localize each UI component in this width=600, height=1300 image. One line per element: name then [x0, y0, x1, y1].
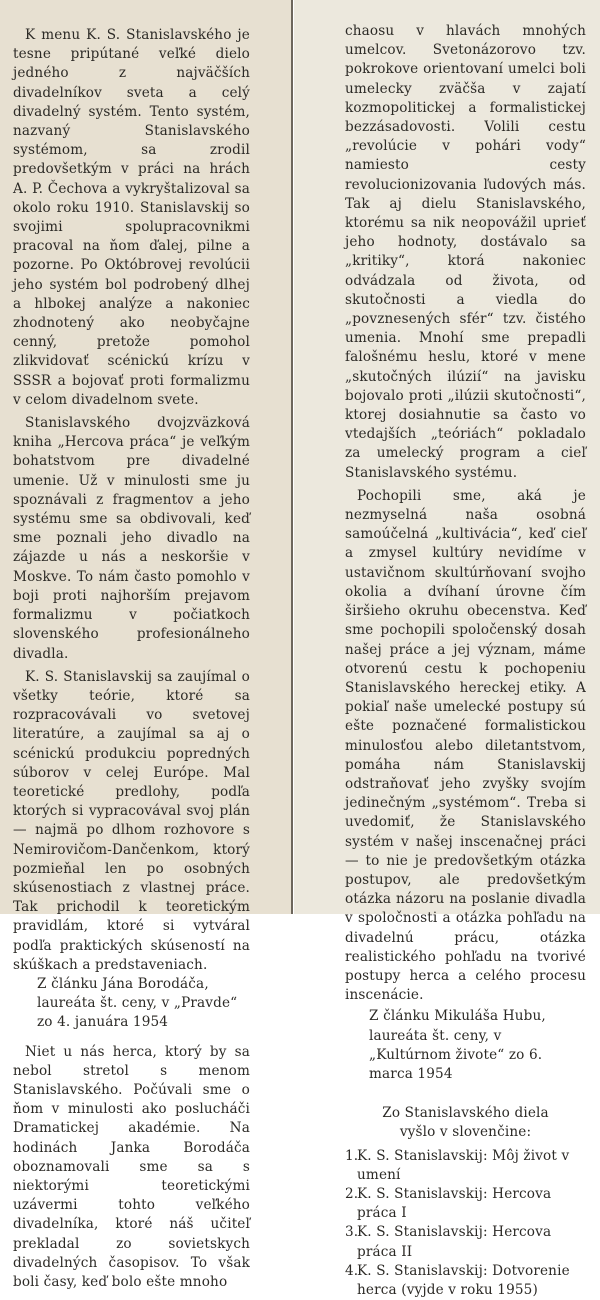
works-list-item-text: K. S. Stanislavskij: Môj život v umení [357, 1147, 570, 1183]
paragraph-intro: K menu K. S. Stanislavského je tesne pripútané veľké dielo jedného z najväčších divadelníkov sveta a celý divadelný systém. Tento systém, nazvaný Stanislavského systémom, sa zrodil predovšetkým v práci na hrách A. P. Čechova a vykryštalizoval sa okolo roku 1910. Stanislavskij so svojimi spolupracovnikmi pracoval na ňom ďalej, pilne a pozorne. Po Októbrovej revolúcii jeho systém bol podrobený dlhej a hlbokej analýze a nakoniec zhodnotený ako neobyčajne cenný, pretože pomohol zlikvidovať scénickú krízu v SSSR a bojovať proti formalizmu v celom divadelnom svete. [13, 27, 250, 408]
works-list-item-number: 4. [345, 1262, 359, 1279]
works-list-item-text: K. S. Stanislavskij: Hercova práca I [357, 1185, 552, 1222]
page-gutter-divider [291, 0, 293, 914]
works-list-item [345, 1262, 586, 1300]
paragraph-pochopili-sme: Pochopili sme, aká je nezmyselná naša osobná samoúčelná „kultivácia“, keď cieľ a zmysel kultúry nevidíme v ustavičnom skultúrňovaní svojho okolia a dvíhaní úrovne čím širšieho okruhu obecenstva. Keď sme pochopili spoločenský dosah našej práce a jej význam, máme otvorenú cestu k pochopeniu Stanislavského hereckej etiky. A pokiaľ naše umelecké postupy sú ešte poznačené formalistickou minulosťou alebo diletantstvom, pomáha nám Stanislavskij odstraňovať jeho zvyšky svojím jedinečným „systémom“. Treba si uvedomiť, že Stanislavského systém v našej inscenačnej práci — to nie je predovšetkým otázka postupov, ale predovšetkým otázka názoru na poslanie divadla v spoločnosti a otázka pohľadu na divadelnú prácu, otázka realistického pohľadu na tvorivé postupy herca a celého procesu inscenácie. [345, 487, 586, 1004]
paragraph-niet-u-nas-herca: Niet u nás herca, ktorý by sa nebol stretol s menom Stanislavského. Počúvali sme o ňom v minulosti ako poslucháči Dramatickej akadémie. Na hodinách Janka Borodáča oboznamovali sme sa s niektorými teoretickými uzávermi tohto veľkého divadelníka, ktoré náš učiteľ prekladal zo sovietskych divadelných časopisov. To však boli časy, keď bolo ešte mnoho [13, 1043, 250, 1290]
works-list-item [345, 1223, 586, 1261]
works-list-title-line1: Zo Stanislavského diela [382, 1105, 549, 1122]
works-list-item-number: 1. [345, 1147, 359, 1164]
works-list-item-text: K. S. Stanislavskij: Dotvorenie herca (vyjde v roku 1955) [357, 1262, 570, 1298]
works-list-item-text: K. S. Stanislavskij: Hercova práca II [357, 1224, 552, 1260]
works-list-item-number: 2. [345, 1185, 359, 1202]
works-list-item [345, 1185, 586, 1223]
left-text-column [13, 26, 250, 1292]
paragraph-chaos-continued: chaosu v hlavách mnohých umelcov. Svetonázorovo tzv. pokrokove orientovaní umelci boli umelecky zväčša v zajatí kozmopolitickej a formalistickej bezzásadovosti. Volili cestu „revolúcie v pohári vody“ namiesto cesty revolucionizovania ľudových más. Tak aj dielu Stanislavského, ktorému sa nik neopovážil uprieť jeho hodnoty, dostávalo sa „kritiky“, ktorá nakoniec odvádzala od života, od skutočnosti a viedla do „povznesených sfér“ tzv. čistého umenia. Mnohí sme prepadli falošnému heslu, ktoré v mene „skutočných ilúzií“ na javisku bojovalo proti „ilúzii skutočnosti“, ktorej dosiahnutie sa často vo vtedajších „teóriách“ pokladalo za umelecký program a cieľ Stanislavského systému. [345, 23, 586, 481]
right-text-column [345, 22, 586, 1300]
paragraph-theories: K. S. Stanislavskij sa zaujímal o všetky teórie, ktoré sa rozpracovávali vo svetovej literatúre, a zaujímal sa aj o scénickú produkciu popredných súborov v celej Európe. Mal teoretické predlohy, podľa ktorých si vypracovával svoj plán — najmä po dlhom rozhovore s Nemirovičom-Dančenkom, ktorý pozmieňal len po osobných skúsenostiach z vlastnej práce. Tak prichodil k teoretickým pravidlám, ktoré si vytváral podľa praktických skúseností na skúškach a predstaveniach. [13, 668, 250, 973]
credit-huba: Z článku Mikuláša Hubu, laureáta št. ceny, v „Kultúrnom živote“ zo 6. marca 1954 [369, 1008, 546, 1082]
works-list [345, 1147, 586, 1300]
works-list-item-number: 3. [345, 1224, 359, 1241]
works-list-title [345, 1104, 586, 1142]
works-list-title-line2: vyšlo v slovenčine: [399, 1124, 532, 1141]
paragraph-hercova-praca: Stanislavského dvojzväzková kniha „Hercova práca“ je veľkým bohatstvom pre divadelné umenie. Už v minulosti sme ju spoznávali z fragmentov a jeho systému sme sa obdivovali, keď sme poznali jeho divadlo na zájazde u nás a neskoršie v Moskve. To nám často pomohlo v boji proti najhorším prejavom formalizmu v počiatkoch slovenského profesionálneho divadla. [13, 415, 250, 662]
credit-borodac: Z článku Jána Borodáča, laureáta št. ceny, v „Pravde“ zo 4. januára 1954 [37, 975, 238, 1031]
works-list-item [345, 1147, 586, 1185]
